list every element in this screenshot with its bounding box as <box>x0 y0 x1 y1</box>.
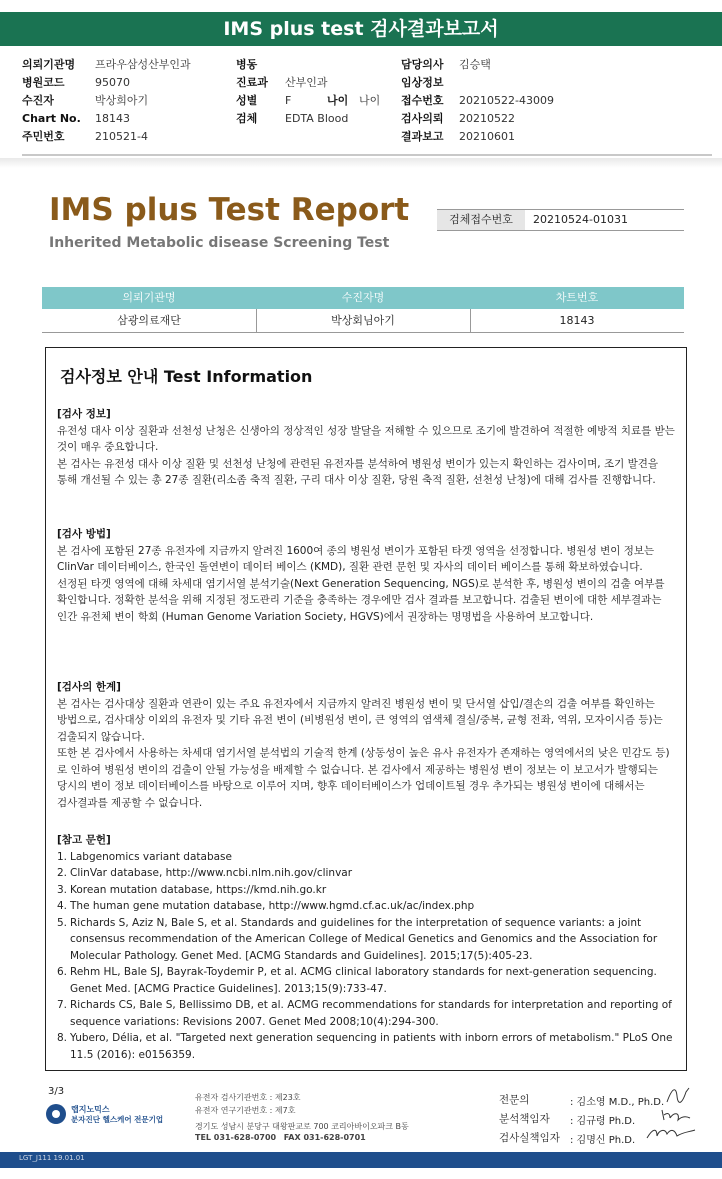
signature-icon <box>645 1124 700 1144</box>
header-row <box>22 92 712 110</box>
test-info-title: 검사정보 안내 Test Information <box>60 367 313 386</box>
reference-item: 3. Korean mutation database, https://kmd.nih.go.kr <box>57 883 327 896</box>
header-row <box>22 110 712 128</box>
field-label: Chart No. <box>22 112 81 125</box>
license-number: 유전자 검사기관번호 : 제23호 <box>195 1093 301 1102</box>
reference-item: 7. Richards CS, Bale S, Bellissimo DB, et al. ACMG recommendations for standards for interpretation and reporting of sequence variations: Revisions 2007. Genet Med 2008;10(4):294-300. <box>57 999 672 1028</box>
section-test-method <box>57 526 677 625</box>
field-label: 나이 <box>327 94 349 107</box>
field-label: 담당의사 <box>401 58 444 71</box>
field-label: 의뢰기관명 <box>22 58 76 71</box>
section-heading: [검사 방법] <box>57 528 111 540</box>
section-heading: [검사의 한계] <box>57 681 121 693</box>
signer-name: : 김소영 M.D., Ph.D. <box>570 1097 665 1108</box>
field-label: 병동 <box>236 58 258 71</box>
logo-tagline: 분자진단 헬스케어 전문기업 <box>71 1115 164 1124</box>
reference-item: 2. ClinVar database, http://www.ncbi.nlm.nih.gov/clinvar <box>57 867 353 879</box>
document-code: LGT_J111 19.01.01 <box>19 1154 85 1162</box>
field-value: 20210522-43009 <box>459 94 554 107</box>
field-label: 접수번호 <box>401 94 444 107</box>
header-divider <box>22 154 712 156</box>
signature-icon <box>664 1084 692 1108</box>
field-label: 결과보고 <box>401 130 444 143</box>
header-row <box>22 56 712 74</box>
field-label: 성별 <box>236 94 258 107</box>
signer-role: 검사실책임자 <box>499 1132 560 1144</box>
field-value: 나이 <box>359 94 381 107</box>
table-cell: 18143 <box>559 314 595 327</box>
page-number: 3/3 <box>48 1086 65 1097</box>
signer-role: 전문의 <box>499 1094 530 1106</box>
logo-icon <box>46 1104 66 1124</box>
patient-header <box>22 56 712 146</box>
section-test-limits <box>57 679 677 811</box>
field-value: 20210601 <box>459 130 515 143</box>
license-number: 유전자 연구기관번호 : 제7호 <box>195 1106 296 1115</box>
field-label: 수진자 <box>22 94 54 107</box>
field-value: 박상희아기 <box>95 94 149 107</box>
column-header: 수진자명 <box>341 291 385 304</box>
receipt-value: 20210524-01031 <box>533 213 628 226</box>
bottom-bar <box>0 1152 722 1168</box>
section-body: 본 검사는 검사대상 질환과 연관이 있는 주요 유전자에서 지금까지 알려진 병원성 변이 및 단서열 삽입/결손의 검출 여부를 확인하는 방법으로, 검사대상 이외의 유전자 및 기타 유전 변이 (비병원성 변이, 큰 영역의 염색체 결실/중복, 균형 전좌, 역위, 모자이시즘 등)는 검출되지 않습니다. 또한 본 검사에서 사용하는 차세대 염기서열 분석법의 기술적 한계 (상동성이 높은 유사 유전자가 존재하는 영역에서의 낮은 민감도 등)로 인하여 병원성 변이의 검출이 안될 가능성을 배제할 수 없습니다. 본 검사에서 제공하는 병원성 변이 정보는 이 보고서가 발행되는 당시의 변이 정보 데이터베이스를 바탕으로 이루어 지며, 향후 데이터베이스가 업데이트될 경우 추가되는 병원성 변이에 대해서는 검사결과를 제공할 수 없습니다. <box>57 697 670 809</box>
section-test-info <box>57 406 677 489</box>
reference-item: 8. Yubero, Délia, et al. "Targeted next generation sequencing in patients with inborn errors of metabolism." PLoS One 11.5 (2016): e0156359. <box>57 1032 673 1061</box>
header-row <box>22 128 712 146</box>
field-label: 검사의뢰 <box>401 112 444 125</box>
table-row <box>42 309 684 333</box>
reference-item: 4. The human gene mutation database, http://www.hgmd.cf.ac.uk/ac/index.php <box>57 900 475 912</box>
field-value: 95070 <box>95 76 130 89</box>
signer-role: 분석책임자 <box>499 1113 550 1125</box>
logo-name: 랩지노믹스 <box>71 1105 110 1114</box>
signer-name: : 김규령 Ph.D. <box>570 1116 636 1127</box>
section-heading: [참고 문헌] <box>57 834 111 846</box>
header-shadow <box>0 158 722 168</box>
section-body: 유전성 대사 이상 질환과 선천성 난청은 신생아의 정상적인 성장 발달을 저해할 수 있으므로 조기에 발견하여 적절한 예방적 치료를 받는 것이 매우 중요합니다. 본 검사는 유전성 대사 이상 질환 및 선천성 난청에 관련된 유전자를 분석하여 병원성 변이가 있는지 확인하는 검사이며, 조기 발견을 통해 개선될 수 있는 총 27종 질환(리소좀 축적 질환, 구리 대사 이상 질환, 당원 축적 질환, 선천성 난청)에 대해 검사를 진행합니다. <box>57 424 675 486</box>
reference-item: 6. Rehm HL, Bale SJ, Bayrak-Toydemir P, et al. ACMG clinical laboratory standards for next-generation sequencing. Genet Med. [ACMG Practice Guidelines]. 2013;15(9):733-47. <box>57 966 657 995</box>
field-value: 20210522 <box>459 112 515 125</box>
reference-list <box>57 849 677 1064</box>
test-information-box <box>45 347 687 1071</box>
report-header-bar: IMS plus test 검사결과보고서 <box>0 12 722 46</box>
field-value: 프라우삼성산부인과 <box>95 58 191 71</box>
field-value: 18143 <box>95 112 130 125</box>
section-references <box>57 832 677 1063</box>
table-cell: 박상회님아기 <box>331 314 395 327</box>
section-heading: [검사 정보] <box>57 408 111 420</box>
field-label: 주민번호 <box>22 130 65 143</box>
patient-info-table <box>42 287 684 333</box>
report-title: IMS plus Test Report <box>49 192 410 228</box>
table-header-row <box>42 287 684 309</box>
field-value: 산부인과 <box>285 76 328 89</box>
column-header: 차트번호 <box>555 291 599 304</box>
section-body: 본 검사에 포함된 27종 유전자에 지금까지 알려진 1600여 종의 병원성 변이가 포함된 타겟 영역을 선정합니다. 병원성 변이 정보는 ClinVar 데이터베이스, 한국인 돌연변이 데이터 베이스 (KMD), 질환 관련 문헌 및 자사의 데이터 베이스를 통해 확보하였습니다. 선정된 타겟 영역에 대해 차세대 염기서열 분석기술(Next Generation Sequencing, NGS)로 분석한 후, 병원성 변이의 검출 여부를 확인합니다. 정확한 분석을 위해 지정된 정도관리 기준을 충족하는 경우에만 검사 결과를 보고합니다. 검출된 변이에 대한 세부결과는 인간 유전체 변이 학회 (Human Genome Variation Society, HGVS)에서 권장하는 명명법을 사용하여 보고합니다. <box>57 544 665 623</box>
field-label: 임상정보 <box>401 76 444 89</box>
field-value: 김승택 <box>459 58 491 71</box>
field-label: 검체 <box>236 112 258 125</box>
signature-icon <box>658 1106 694 1126</box>
column-header: 의뢰기관명 <box>122 291 176 304</box>
company-address: 경기도 성남시 분당구 대왕판교로 700 코리아바이오파크 B동 <box>195 1122 409 1131</box>
footer <box>0 1080 722 1152</box>
field-value: F <box>285 94 292 107</box>
company-logo <box>46 1104 186 1126</box>
signer-name: : 김명신 Ph.D. <box>570 1135 636 1146</box>
table-cell: 삼광의료재단 <box>117 314 181 327</box>
receipt-label: 검체접수번호 <box>437 210 525 230</box>
header-row <box>22 74 712 92</box>
reference-item: 5. Richards S, Aziz N, Bale S, et al. Standards and guidelines for the interpretation of sequence variants: a joint consensus recommendation of the American College of Medical Genetics and Genomics and the Association for Molecular Pathology. Genet Med. [ACMG Standards and Guidelines]. 2015;17(5):405-23. <box>57 916 658 962</box>
report-subtitle: Inherited Metabolic disease Screening Test <box>49 235 390 251</box>
field-label: 병원코드 <box>22 76 65 89</box>
reference-item: 1. Labgenomics variant database <box>57 850 232 863</box>
field-value: 210521-4 <box>95 130 148 143</box>
field-label: 진료과 <box>236 76 268 89</box>
company-phone: TEL 031-628-0700 FAX 031-628-0701 <box>195 1133 366 1142</box>
field-value: EDTA Blood <box>285 112 349 125</box>
receipt-number-box <box>437 209 684 231</box>
